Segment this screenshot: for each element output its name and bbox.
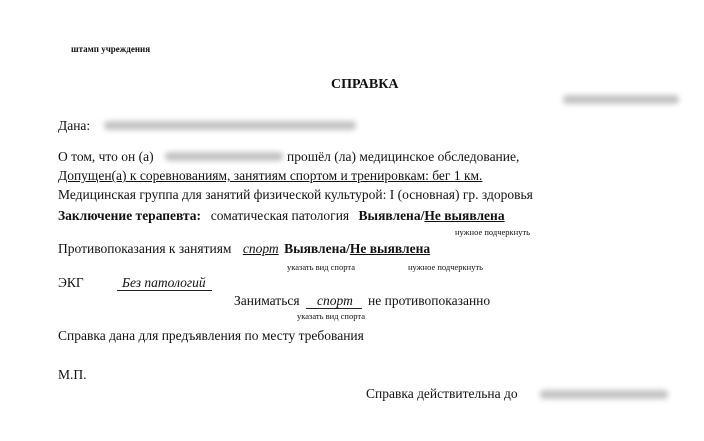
stamp-label: штамп учреждения (71, 44, 151, 54)
admission-line: Допущен(а) к соревнованиям, занятиям спортом и тренировкам: бег 1 км. (58, 168, 483, 183)
therapist-label: Заключение терапевта: (58, 208, 202, 223)
redacted-date (563, 95, 679, 104)
purpose-line: Справка дана для предъявления по месту требования (58, 328, 364, 343)
therapist-option-not-detected: Не выявлена (424, 208, 505, 223)
ekg-underline (117, 290, 212, 291)
contra-sport-hint: указать вид спорта (287, 262, 355, 272)
allowed-hint: указать вид спорта (297, 311, 365, 321)
contra-separator: / (346, 241, 350, 256)
ekg-value: Без патологий (122, 275, 206, 290)
contra-sport: спорт (242, 241, 279, 256)
therapist-hint: нужное подчеркнуть (455, 227, 531, 237)
therapist-option-detected: Выявлена (358, 208, 421, 223)
therapist-conclusion-row (58, 209, 505, 223)
valid-until-label: Справка действительна до (366, 386, 518, 401)
ekg-label: ЭКГ (58, 275, 84, 290)
therapist-separator: / (420, 208, 425, 223)
contra-label: Противопоказания к занятиям (58, 241, 232, 256)
contra-option-detected: Выявлена (284, 241, 347, 256)
therapist-text: соматическая патология (210, 208, 350, 223)
redacted-valid-date (540, 390, 668, 399)
redacted-name (104, 121, 356, 130)
seal-label: М.П. (58, 367, 87, 382)
allowed-sport-underline (306, 308, 362, 309)
exam-line-prefix: О том, что он (а) (58, 149, 154, 164)
redacted-person (165, 152, 283, 161)
contra-option-not-detected: Не выявлена (349, 241, 431, 256)
exam-line-suffix: прошёл (ла) медицинское обследование, (287, 149, 520, 164)
allowed-prefix: Заниматься (234, 293, 300, 308)
issued-to-label: Дана: (58, 118, 91, 133)
contra-choice-hint: нужное подчеркнуть (408, 262, 484, 272)
allowed-sport: спорт (317, 293, 353, 308)
allowed-suffix: не противопоказанно (368, 293, 491, 308)
medical-group-line: Медицинская группа для занятий физической культурой: I (основная) гр. здоровья (58, 187, 533, 202)
contraindications-row (58, 242, 430, 256)
document-title: СПРАВКА (331, 77, 399, 92)
